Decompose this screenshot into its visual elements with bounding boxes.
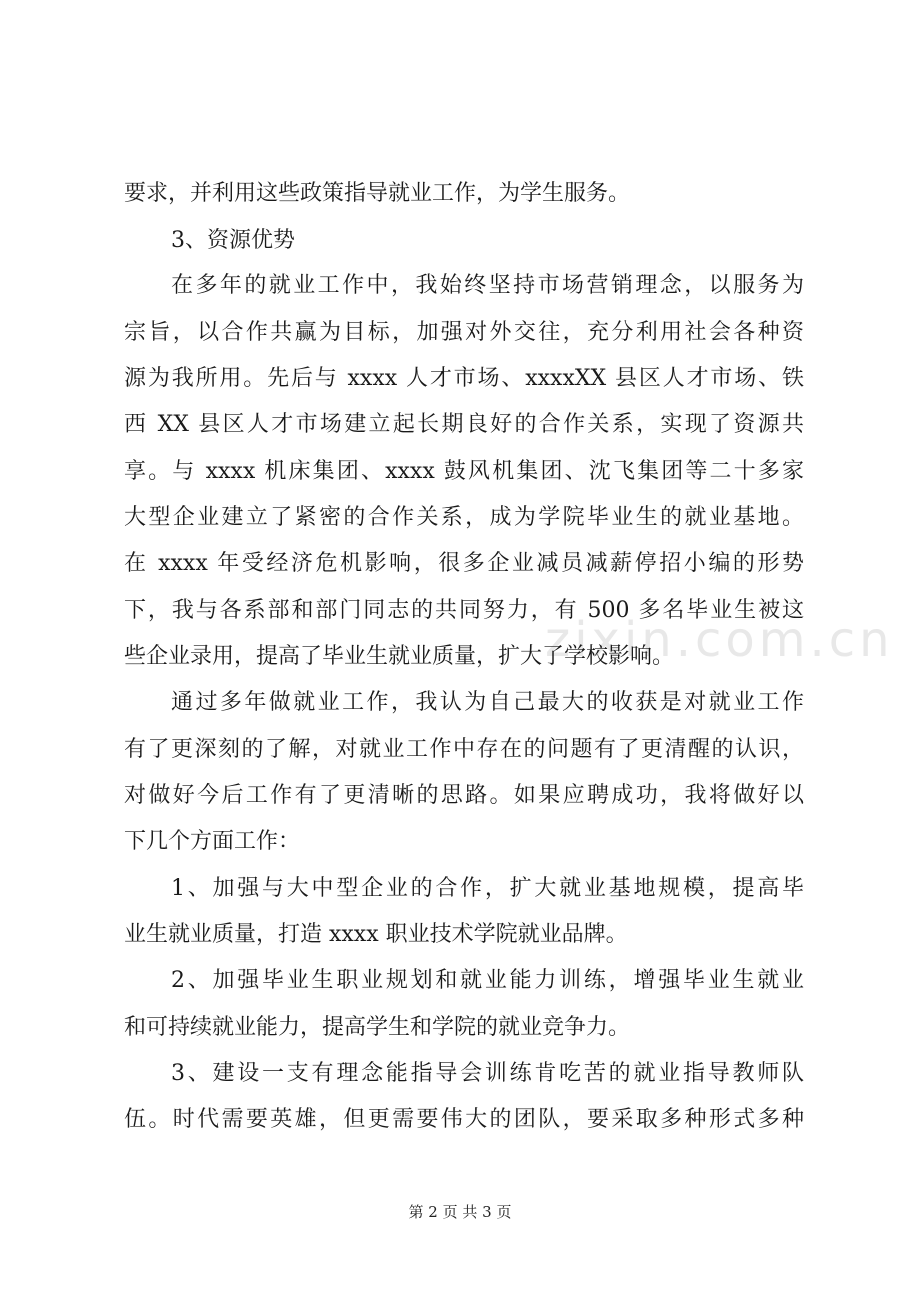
list-item: 1、加强与大中型企业的合作，扩大就业基地规模，提高毕 [171, 876, 804, 901]
text-line: 要求，并利用这些政策指导就业工作，为学生服务。 [124, 181, 631, 206]
text-line: 伍。时代需要英雄，但更需要伟大的团队，要采取多种形式多种 [124, 1107, 804, 1132]
text-line: 通过多年做就业工作，我认为自己最大的收获是对就业工作 [171, 690, 804, 715]
section-heading: 3、资源优势 [171, 228, 295, 253]
text-line: 和可持续就业能力，提高学生和学院的就业竞争力。 [124, 1015, 631, 1040]
text-line: 下几个方面工作： [124, 829, 301, 854]
text-line: 在多年的就业工作中，我始终坚持市场营销理念，以服务为 [171, 273, 804, 298]
text-line: 下，我与各系部和部门同志的共同努力，有 500 多名毕业生被这 [124, 598, 804, 623]
text-line: 对做好今后工作有了更清晰的思路。如果应聘成功，我将做好以 [124, 783, 804, 808]
text-line: 有了更深刻的了解，对就业工作中存在的问题有了更清醒的认识， [124, 737, 804, 762]
list-item: 2、加强毕业生职业规划和就业能力训练，增强毕业生就业 [171, 968, 804, 993]
text-line: 些企业录用，提高了毕业生就业质量，扩大了学校影响。 [124, 644, 675, 669]
text-line: 享。与 xxxx 机床集团、xxxx 鼓风机集团、沈飞集团等二十多家 [124, 459, 804, 484]
text-line: 源为我所用。先后与 xxxx 人才市场、xxxxXX 县区人才市场、铁 [124, 366, 804, 391]
page-footer: 第 2 页 共 3 页 [408, 1203, 512, 1221]
watermark: zixin.com.cn [545, 612, 894, 668]
text-line: 在 xxxx 年受经济危机影响，很多企业减员减薪停招小编的形势 [124, 551, 804, 576]
text-line: 大型企业建立了紧密的合作关系，成为学院毕业生的就业基地。 [124, 505, 804, 530]
text-line: 业生就业质量，打造 xxxx 职业技术学院就业品牌。 [124, 922, 628, 947]
list-item: 3、建设一支有理念能指导会训练肯吃苦的就业指导教师队 [171, 1061, 804, 1086]
text-line: 宗旨，以合作共赢为目标，加强对外交往，充分利用社会各种资 [124, 320, 804, 345]
text-line: 西 XX 县区人才市场建立起长期良好的合作关系，实现了资源共 [124, 412, 804, 437]
